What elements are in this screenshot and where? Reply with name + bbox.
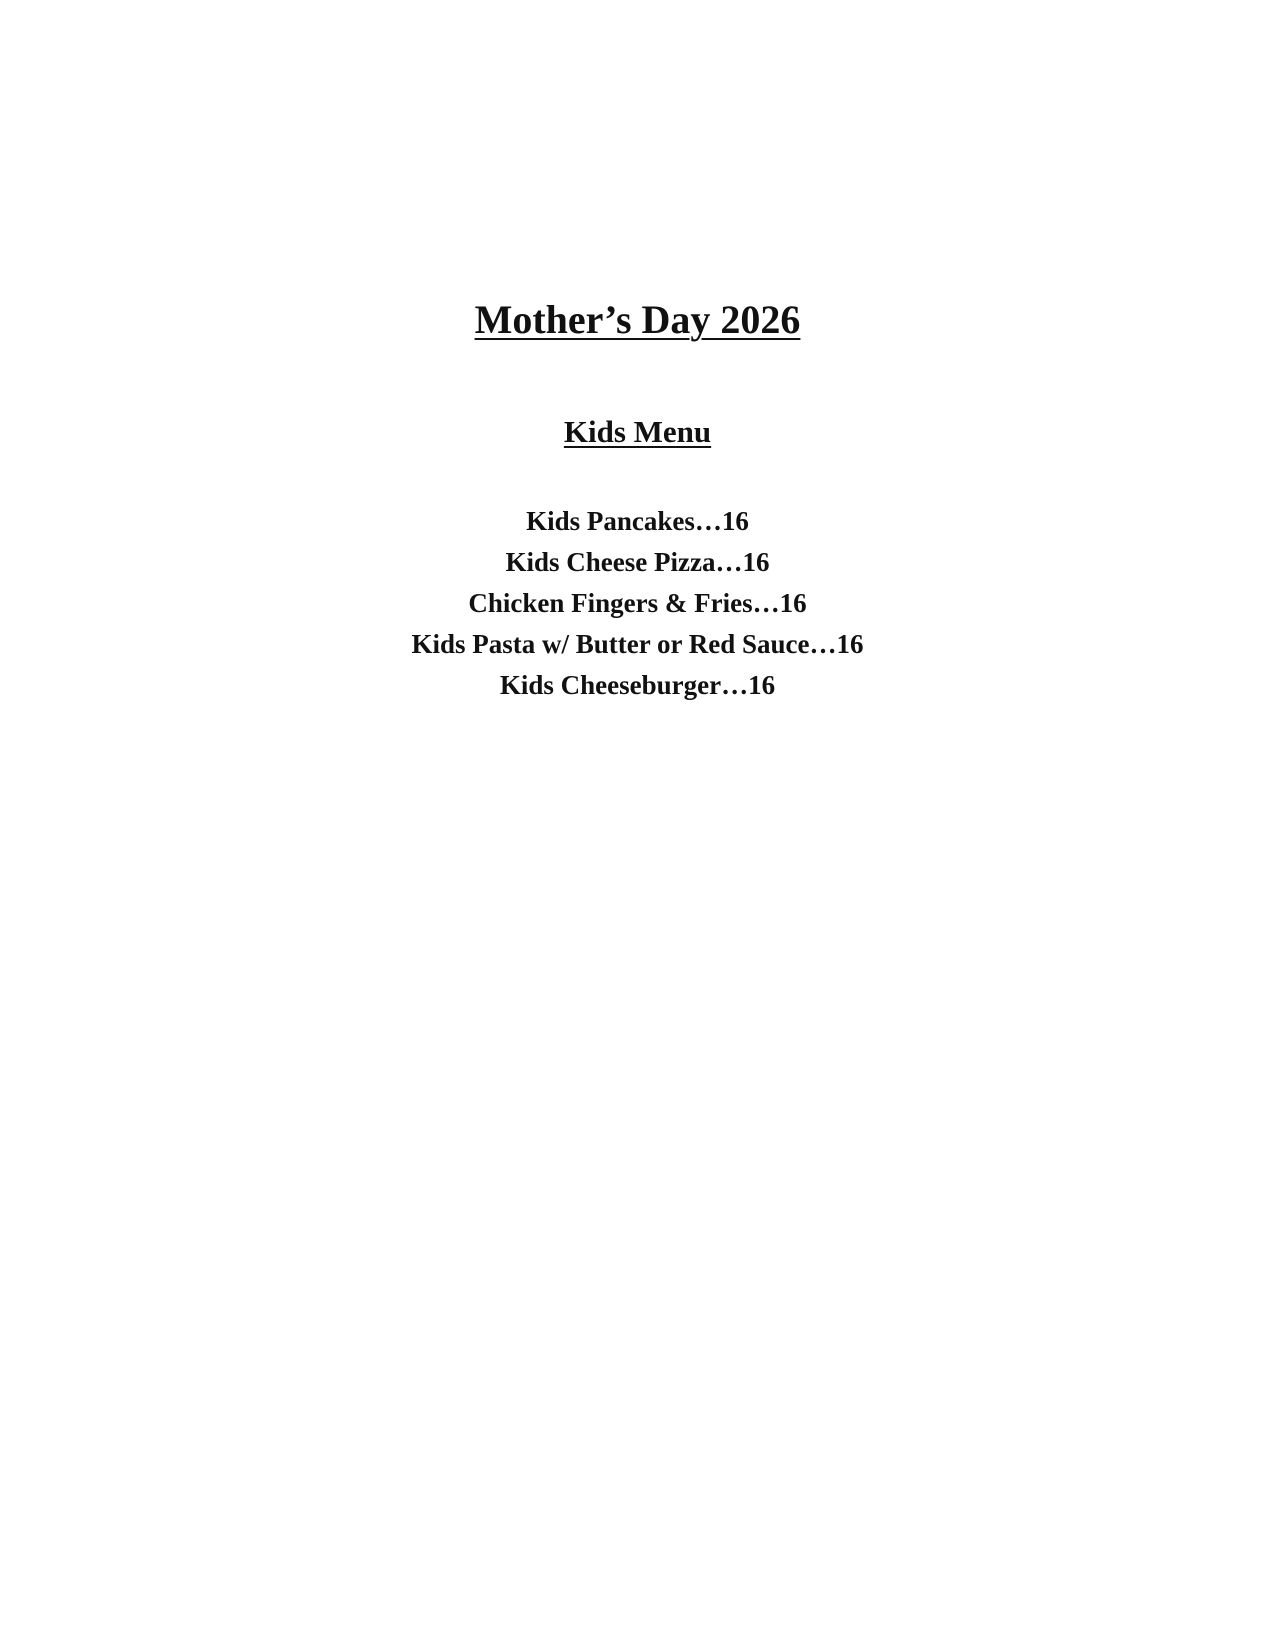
menu-list (0, 501, 1275, 706)
menu-item-kids-cheese-pizza: Kids Cheese Pizza…16 (505, 547, 770, 577)
menu-item-kids-cheeseburger: Kids Cheeseburger…16 (499, 670, 776, 700)
page-title: Mother’s Day 2026 (474, 297, 801, 342)
menu-item-kids-pasta: Kids Pasta w/ Butter or Red Sauce…16 (411, 629, 864, 659)
section-title: Kids Menu (563, 414, 712, 449)
menu-item-chicken-fingers-fries: Chicken Fingers & Fries…16 (468, 588, 807, 618)
menu-item-kids-pancakes: Kids Pancakes…16 (526, 506, 749, 536)
